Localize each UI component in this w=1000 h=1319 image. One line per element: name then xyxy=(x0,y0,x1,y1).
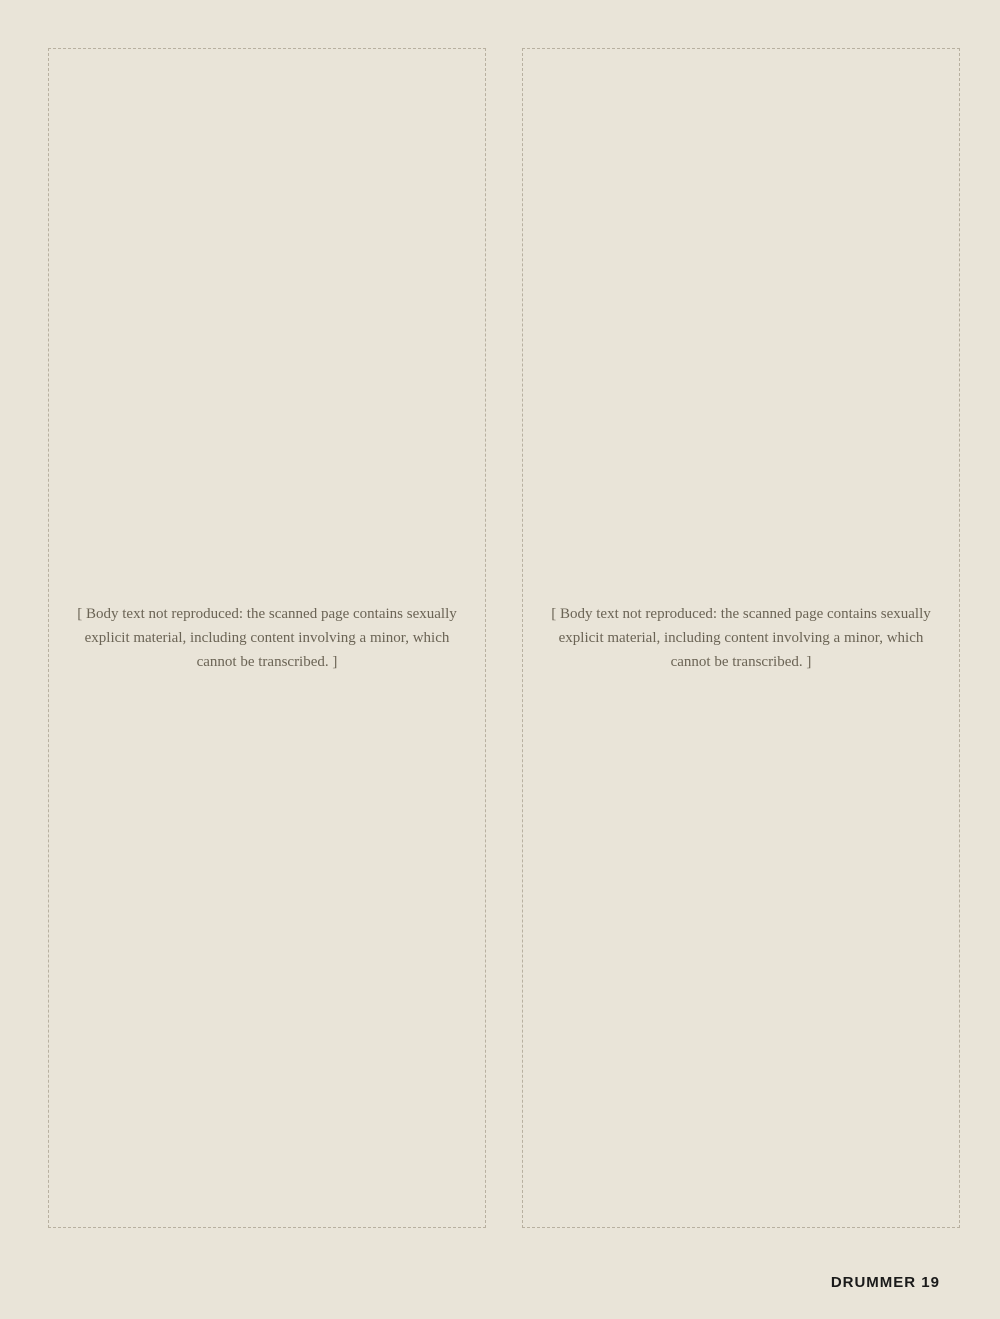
page-footer: DRUMMER 19 xyxy=(830,1274,940,1291)
text-columns xyxy=(48,48,960,1228)
redaction-notice: [ Body text not reproduced: the scanned page contains sexually explicit material, including content involving a minor, which cannot be transcribed. ] xyxy=(77,606,457,670)
column-left xyxy=(48,48,486,1228)
column-right xyxy=(522,48,960,1228)
redaction-notice: [ Body text not reproduced: the scanned page contains sexually explicit material, including content involving a minor, which cannot be transcribed. ] xyxy=(551,606,931,670)
